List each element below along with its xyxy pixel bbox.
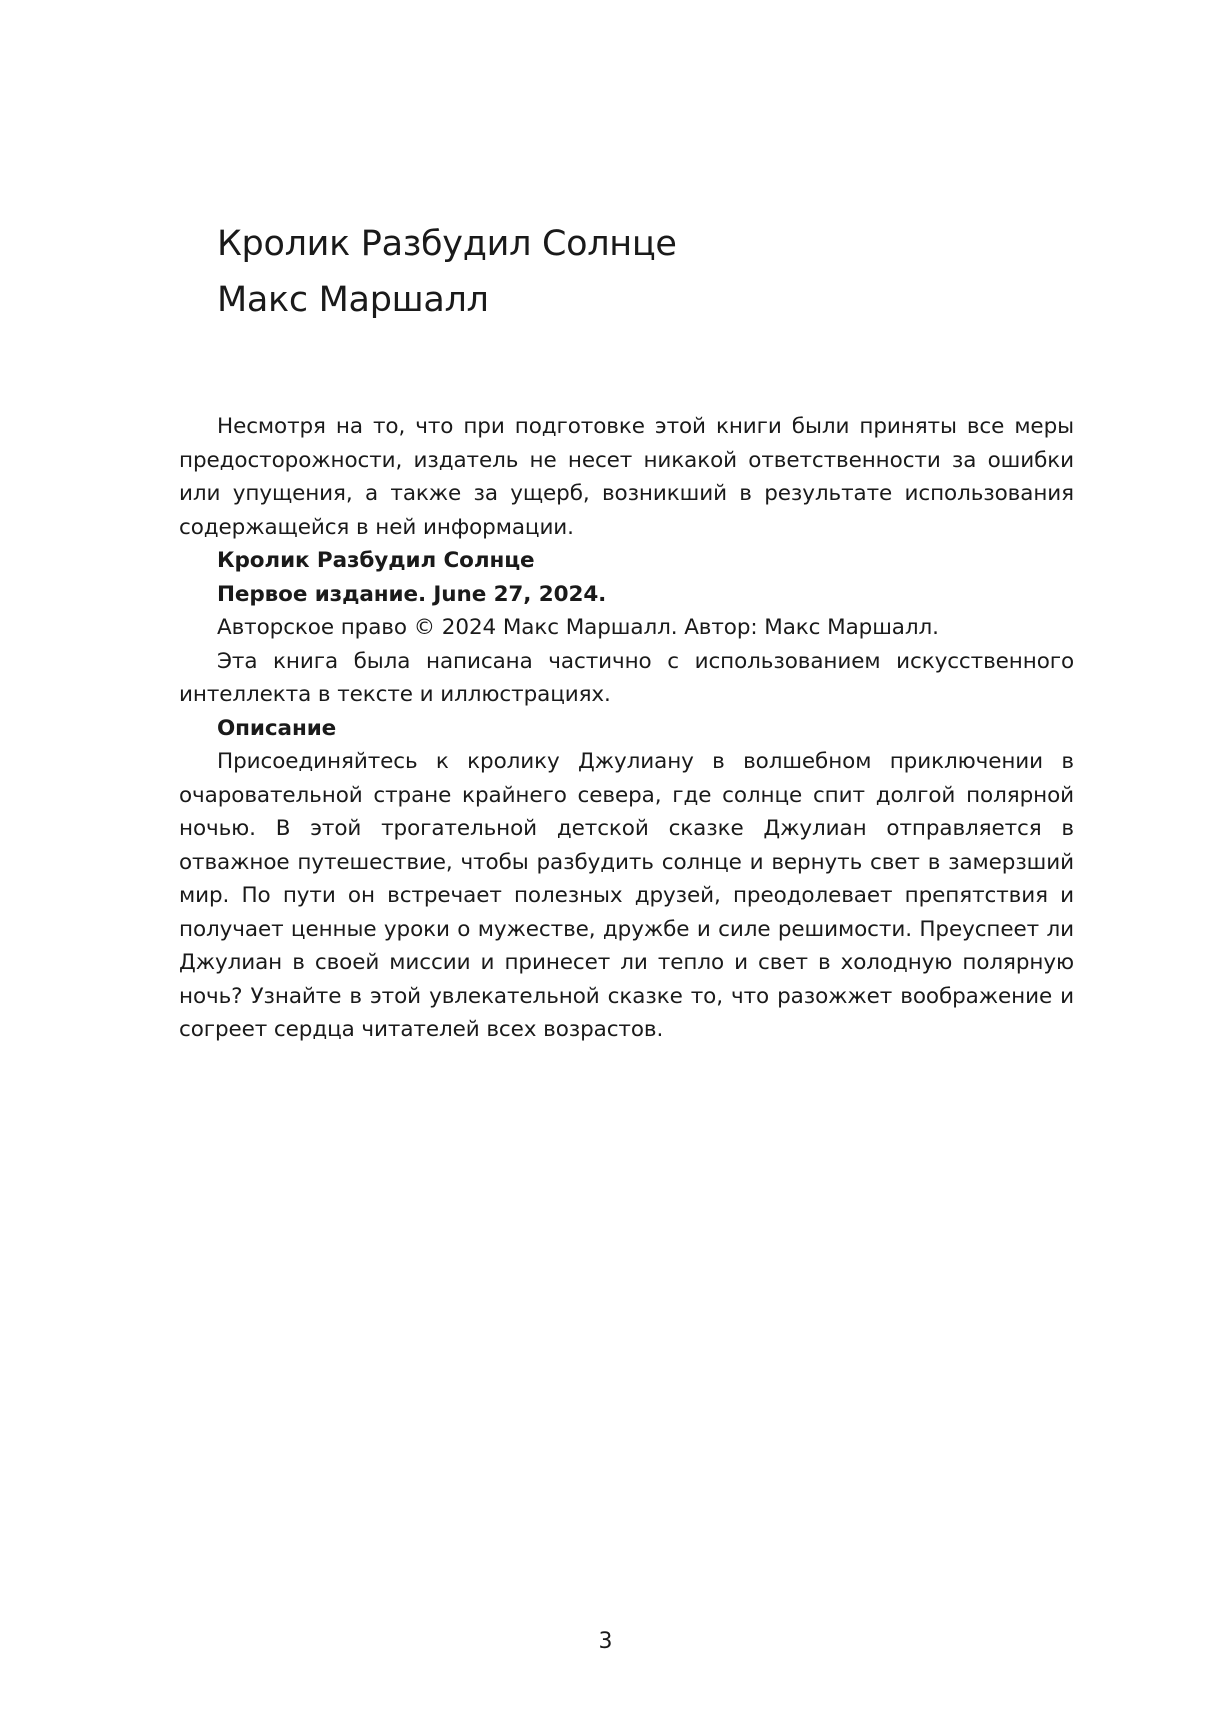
book-title-line: Кролик Разбудил Солнце bbox=[217, 548, 535, 573]
book-title-heading: Кролик Разбудил Солнце bbox=[217, 224, 677, 264]
description-paragraph: Присоединяйтесь к кролику Джулиану в волшебном приключении в очаровательной стране крайнего севера, где солнце спит долгой полярной ночью. В этой трогательной детской сказке Джулиан отправляется в отважное путешествие, чтобы разбудить солнце и вернуть свет в замерзший мир. По пути он встречает полезных друзей, преодолевает препятствия и получает ценные уроки о мужестве, дружбе и силе решимости. Преуспеет ли Джулиан в своей миссии и принесет ли тепло и свет в холодную полярную ночь? Узнайте в этой увлекательной сказке то, что разожжет воображение и согреет сердца читателей всех возрастов. bbox=[179, 749, 1074, 1042]
page-number: 3 bbox=[598, 1629, 613, 1654]
edition-line: Первое издание. June 27, 2024. bbox=[217, 581, 607, 607]
disclaimer-paragraph: Несмотря на то, что при подготовке этой книги были приняты все меры предосторожности, издатель не несет никакой ответственности за ошибки или упущения, а также за ущерб, возникший в результате использования содержащейся в ней информации. bbox=[179, 414, 1074, 540]
description-heading: Описание bbox=[217, 715, 337, 741]
author-heading: Макс Маршалл bbox=[217, 280, 489, 320]
body-text bbox=[179, 410, 1074, 1047]
ai-note-paragraph: Эта книга была написана частично с использованием искусственного интеллекта в тексте и иллюстрациях. bbox=[179, 648, 1074, 707]
title-block bbox=[217, 216, 1037, 328]
copyright-line: Авторское право © 2024 Макс Маршалл. Автор: Макс Маршалл. bbox=[217, 615, 939, 640]
